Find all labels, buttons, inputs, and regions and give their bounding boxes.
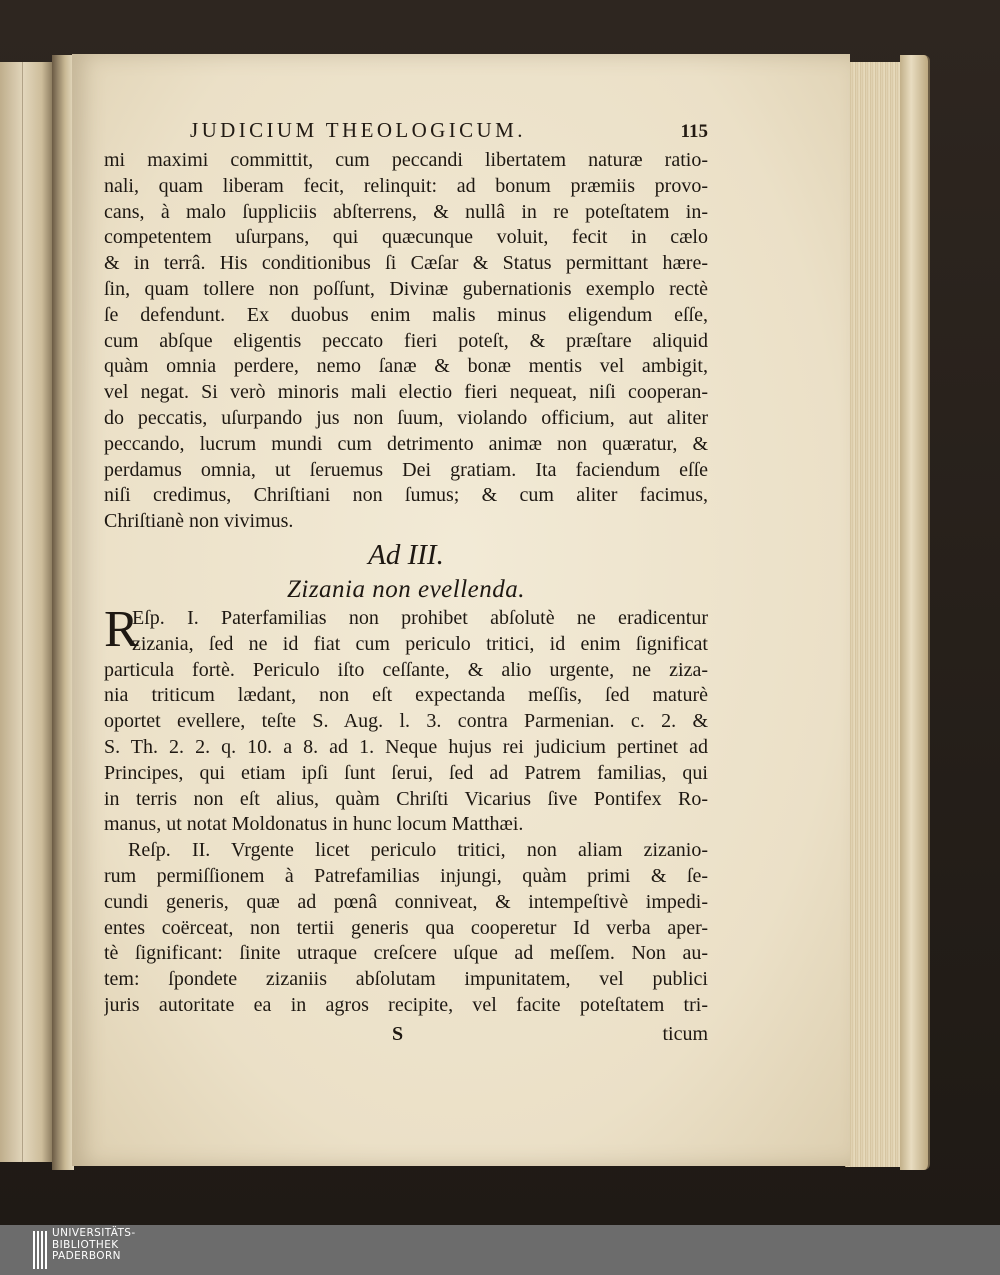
book-cover-edge [900, 55, 930, 1170]
running-head: JUDICIUM THEOLOGICUM. [190, 118, 526, 142]
drop-cap: R [104, 600, 139, 658]
facing-page-edge [0, 62, 54, 1162]
text-line: particula fortè. Periculo iſto ceſſante, & alio urgente, ne ziza- [104, 658, 708, 681]
text-line: ſe defendunt. Ex duobus enim malis minus eligendum eſſe, [104, 303, 708, 326]
paragraph-1 [104, 148, 708, 535]
text-line: nia triticum lædant, non eſt expectanda meſſis, ſed maturè [104, 684, 708, 707]
logo-line: BIBLIOTHEK [52, 1238, 119, 1251]
text-line: perdamus omnia, ut ſeruemus Dei gratiam. Ita faciendum eſſe [104, 458, 708, 481]
text-line: S. Th. 2. 2. q. 10. a 8. ad 1. Neque hujus rei judicium pertinet ad [104, 735, 708, 758]
text-line: cans, à malo ſuppliciis abſterrens, & nullâ in re poteſtatem in- [104, 200, 708, 223]
text-line: in terris non eſt alius, quàm Chriſti Vicarius ſive Pontifex Ro- [104, 787, 708, 810]
text-line: quàm omnia perdere, nemo ſanæ & bonæ mentis vel ambigit, [104, 355, 708, 378]
page-number: 115 [680, 121, 708, 142]
text-line: do peccatis, uſurpando jus non ſuum, violando officium, aut aliter [104, 406, 708, 429]
text-line: Chriſtianè non vivimus. [104, 510, 294, 533]
signature-mark: S [392, 1022, 404, 1045]
text-line: niſi credimus, Chriſtiani non ſumus; & cum aliter facimus, [104, 484, 708, 507]
text-line: zizania, ſed ne id fiat cum periculo tritici, id enim ſignificat [132, 632, 708, 655]
text-line: tem: ſpondete zizaniis abſolutam impunitatem, vel publici [104, 968, 708, 991]
text-line: peccando, lucrum mundi cum detrimento animæ non quæratur, & [104, 432, 708, 455]
logo-line: UNIVERSITÄTS- [52, 1227, 136, 1239]
page-footer-line [104, 1023, 708, 1049]
section-subtitle: Zizania non evellenda. [286, 575, 526, 603]
text-line: Eſp. I. Paterfamilias non prohibet abſolutè ne eradicentur [132, 606, 708, 629]
text-line: nali, quam liberam fecit, relinquit: ad bonum præmiis provo- [104, 174, 708, 197]
text-line: tè ſignificant: ſinite utraque creſcere uſque ad meſſem. Non au- [104, 942, 708, 965]
book-gutter [52, 55, 74, 1170]
text-line: Principes, qui etiam ipſi ſunt ſerui, ſed ad Patrem familias, qui [104, 761, 708, 784]
text-line: manus, ut notat Moldonatus in hunc locum Matthæi. [104, 813, 524, 836]
section-heading: Ad III. [368, 538, 444, 571]
page-fore-edge [845, 62, 908, 1167]
logo-line: PADERBORN [52, 1250, 121, 1262]
text-line: cum abſque eligentis peccato fieri poteſt, & præſtare aliquid [104, 329, 708, 352]
paragraph-2 [104, 600, 708, 838]
text-line: juris autoritate ea in agros recipite, vel facite poteſtatem tri- [104, 993, 708, 1016]
text-line: entes coërceat, non tertii generis qua cooperetur Id verba aper- [104, 916, 708, 939]
page-header [104, 118, 708, 148]
catchword: ticum [662, 1022, 708, 1045]
text-line: rum permiſſionem à Patrefamilias injungi, quàm primi & ſe- [104, 864, 708, 887]
text-line: & in terrâ. His conditionibus ſi Cæſar & Status permittant hære- [104, 252, 708, 275]
library-logo-text [52, 1228, 136, 1263]
text-line: oportet evellere, teſte S. Aug. l. 3. contra Parmenian. c. 2. & [104, 710, 708, 733]
text-line: Reſp. II. Vrgente licet periculo tritici, non aliam zizanio- [128, 839, 708, 862]
text-line: cundi generis, quæ ad pœnâ conniveat, & intempeſtivè impedi- [104, 890, 708, 913]
text-line: ſin, quam tollere non poſſunt, Divinæ gubernationis exemplo rectè [104, 277, 708, 300]
library-footer-bar [0, 1225, 1000, 1275]
text-line: competentem uſurpans, qui quæcunque voluit, fecit in cælo [104, 226, 708, 249]
library-logo-icon [33, 1231, 47, 1269]
page-text [104, 118, 708, 1049]
text-line: mi maximi committit, cum peccandi libertatem naturæ ratio- [104, 149, 708, 171]
paragraph-3 [104, 838, 708, 1019]
text-line: vel negat. Si verò minoris mali electio fieri nequeat, niſi cooperan- [104, 381, 708, 404]
